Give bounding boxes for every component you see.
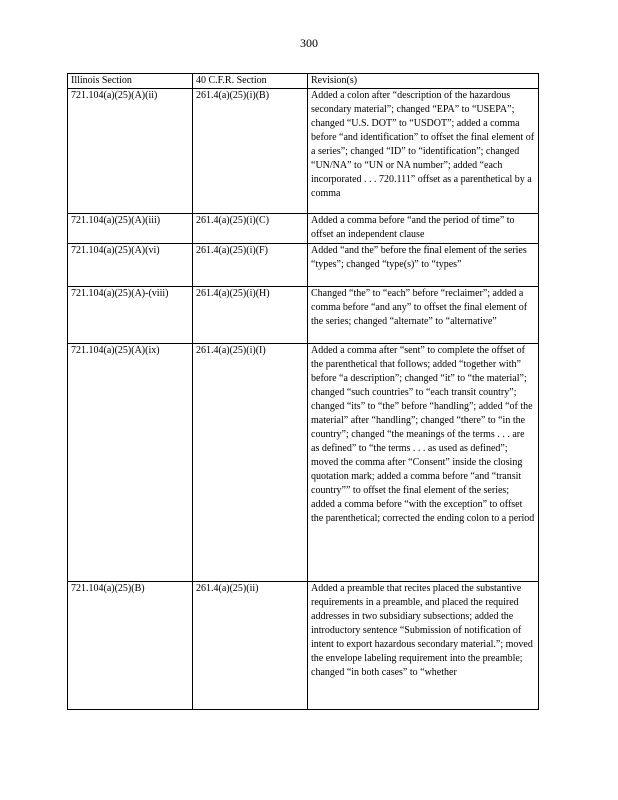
revision-cell: Changed “the” to “each” before “reclaimer”; added a comma before “and any” to offset the final element of the series; changed “alternate” to “alternative” bbox=[308, 287, 539, 344]
illinois-section-cell: 721.104(a)(25)(A)(ii) bbox=[68, 89, 193, 214]
revision-cell: Added a colon after “description of the hazardous secondary material”; changed “EPA” to “USEPA”; changed “U.S. DOT” to “USDOT”; added a comma before “and identification” to offset the final element of a series”; changed “ID” to “identification”; changed “UN/NA” to “UN or NA number”; added “each incorporated . . . 720.111” offset as a parenthetical by a comma bbox=[308, 89, 539, 214]
table-row bbox=[68, 244, 539, 287]
table-header-row bbox=[68, 74, 539, 89]
revision-cell: Added “and the” before the final element of the series “types”; changed “type(s)” to “types” bbox=[308, 244, 539, 287]
cfr-section-cell: 261.4(a)(25)(i)(I) bbox=[193, 344, 308, 582]
table-row bbox=[68, 214, 539, 244]
cfr-section-cell: 261.4(a)(25)(i)(F) bbox=[193, 244, 308, 287]
cfr-section-cell: 261.4(a)(25)(ii) bbox=[193, 582, 308, 710]
illinois-section-cell: 721.104(a)(25)(A)(vi) bbox=[68, 244, 193, 287]
header-revisions: Revision(s) bbox=[308, 74, 539, 89]
table-row bbox=[68, 89, 539, 214]
cfr-section-cell: 261.4(a)(25)(i)(B) bbox=[193, 89, 308, 214]
revision-cell: Added a preamble that recites placed the substantive requirements in a preamble, and placed the required addresses in two subsidiary subsections; added the introductory sentence “Submission of notification of intent to export hazardous secondary material.”; moved the envelope labeling requirement into the preamble; changed “in both cases” to “whether bbox=[308, 582, 539, 710]
revision-cell: Added a comma before “and the period of time” to offset an independent clause bbox=[308, 214, 539, 244]
illinois-section-cell: 721.104(a)(25)(A)(ix) bbox=[68, 344, 193, 582]
illinois-section-cell: 721.104(a)(25)(B) bbox=[68, 582, 193, 710]
revision-table bbox=[67, 73, 539, 710]
header-cfr-section: 40 C.F.R. Section bbox=[193, 74, 308, 89]
page-number: 300 bbox=[300, 36, 318, 50]
cfr-section-cell: 261.4(a)(25)(i)(H) bbox=[193, 287, 308, 344]
table-row bbox=[68, 287, 539, 344]
illinois-section-cell: 721.104(a)(25)(A)(iii) bbox=[68, 214, 193, 244]
cfr-section-cell: 261.4(a)(25)(i)(C) bbox=[193, 214, 308, 244]
revision-cell: Added a comma after “sent” to complete the offset of the parenthetical that follows; added “together with” before “a description”; changed “it” to “the material”; changed “such countries” to “each transit country”; changed “its” to “the” before “handling”; added “of the material” after “handling”; changed “there” to “in the country”; changed “the meanings of the terms . . . are as defined” to “the terms . . . as used as defined”; moved the comma after “Consent” inside the closing quotation mark; added a comma before “and “transit country”” to offset the final element of the series; added a comma before “with the exception” to offset the parenthetical; corrected the ending colon to a period bbox=[308, 344, 539, 582]
illinois-section-cell: 721.104(a)(25)(A)-(viii) bbox=[68, 287, 193, 344]
table-row bbox=[68, 344, 539, 582]
header-illinois-section: Illinois Section bbox=[68, 74, 193, 89]
table-row bbox=[68, 582, 539, 710]
